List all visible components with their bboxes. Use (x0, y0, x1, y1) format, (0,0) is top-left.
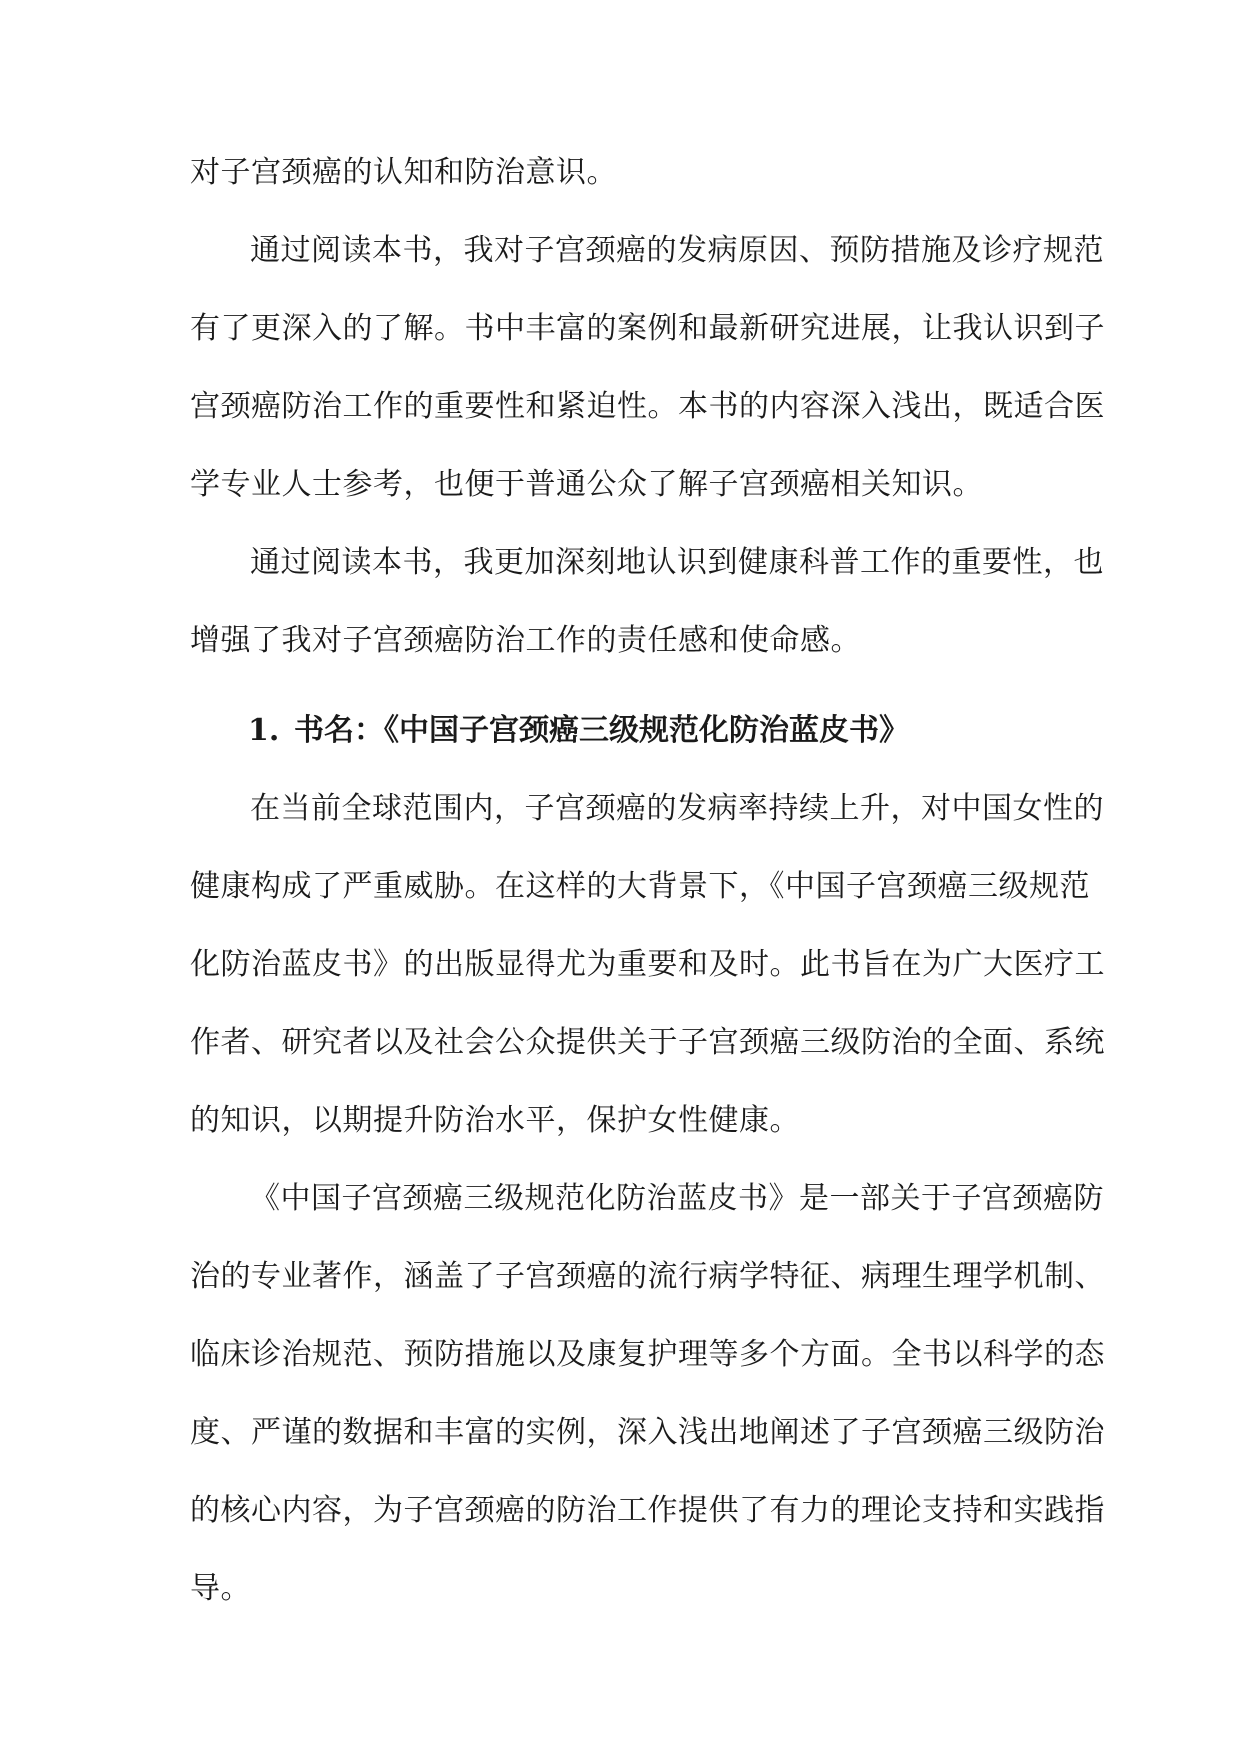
text-line: 健康构成了严重威胁。在这样的大背景下，《中国子宫颈癌三级规范 (190, 869, 1090, 904)
text-line: 对子宫颈癌的认知和防治意识。 (190, 155, 617, 190)
text-line: 导。 (190, 1571, 251, 1606)
text-line: 宫颈癌防治工作的重要性和紧迫性。本书的内容深入浅出，既适合医 (190, 389, 1105, 424)
text-line: 通过阅读本书，我更加深刻地认识到健康科普工作的重要性，也 (250, 545, 1104, 580)
text-line: 临床诊治规范、预防措施以及康复护理等多个方面。全书以科学的态 (190, 1337, 1105, 1372)
text-line: 在当前全球范围内，子宫颈癌的发病率持续上升，对中国女性的 (250, 791, 1104, 826)
heading-text: 书名：《中国子宫颈癌三级规范化防治蓝皮书》 (294, 713, 909, 748)
text-line: 学专业人士参考，也便于普通公众了解子宫颈癌相关知识。 (190, 467, 983, 502)
text-line: 有了更深入的了解。书中丰富的案例和最新研究进展，让我认识到子 (190, 311, 1105, 346)
text-line: 《中国子宫颈癌三级规范化防治蓝皮书》是一部关于子宫颈癌防 (250, 1181, 1104, 1216)
text-line: 治的专业著作，涵盖了子宫颈癌的流行病学特征、病理生理学机制、 (190, 1259, 1105, 1294)
paragraph-book-overview (190, 1160, 1105, 1628)
text-line: 通过阅读本书，我对子宫颈癌的发病原因、预防措施及诊疗规范 (250, 233, 1104, 268)
text-line: 的知识，以期提升防治水平，保护女性健康。 (190, 1103, 800, 1138)
text-line: 度、严谨的数据和丰富的实例，深入浅出地阐述了子宫颈癌三级防治 (190, 1415, 1105, 1450)
text-line: 作者、研究者以及社会公众提供关于子宫颈癌三级防治的全面、系统 (190, 1025, 1105, 1060)
text-line: 的核心内容，为子宫颈癌的防治工作提供了有力的理论支持和实践指 (190, 1493, 1105, 1528)
paragraph-background (190, 770, 1105, 1160)
paragraph-reading-reflection (190, 212, 1105, 524)
section-heading (248, 692, 909, 770)
heading-number: 1. (248, 713, 280, 748)
text-line: 化防治蓝皮书》的出版显得尤为重要和及时。此书旨在为广大医疗工 (190, 947, 1105, 982)
paragraph-responsibility (190, 524, 1104, 680)
text-line: 增强了我对子宫颈癌防治工作的责任感和使命感。 (190, 623, 861, 658)
paragraph-continuation (190, 134, 1060, 212)
